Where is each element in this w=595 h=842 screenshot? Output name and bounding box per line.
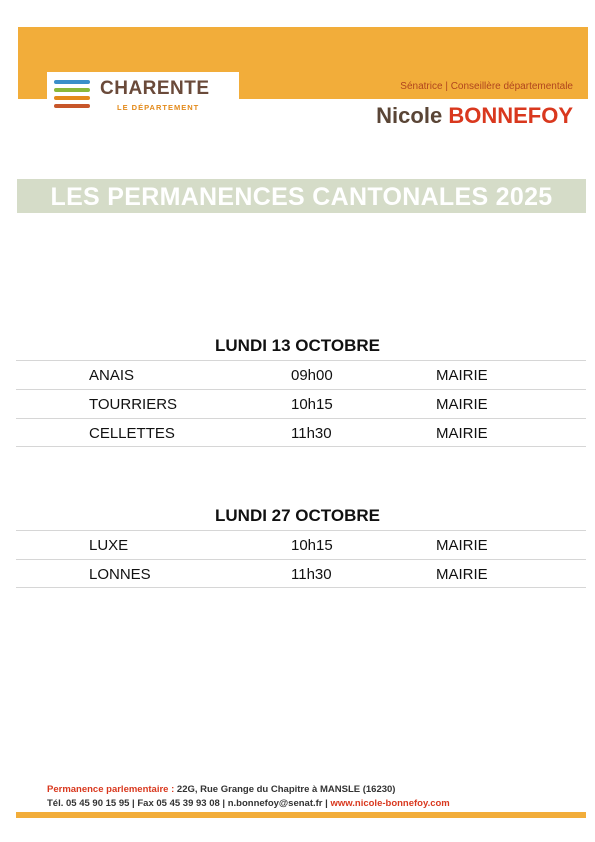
senator-first-name: Nicole	[376, 103, 443, 128]
senator-role: Sénatrice | Conseillère départementale	[400, 81, 573, 92]
row-time: 11h30	[291, 425, 332, 442]
footer-address-line	[47, 784, 395, 795]
row-venue: MAIRIE	[436, 367, 488, 384]
row-place: LONNES	[89, 566, 151, 583]
striped-logo-icon	[54, 78, 90, 112]
row-venue: MAIRIE	[436, 425, 488, 442]
logo-name: CHARENTE	[100, 78, 210, 99]
office-label: Permanence parlementaire :	[47, 784, 175, 795]
row-place: CELLETTES	[89, 425, 175, 442]
office-address: 22G, Rue Grange du Chapitre à MANSLE (16230)	[176, 784, 396, 795]
row-time: 10h15	[291, 537, 333, 554]
page-title: LES PERMANENCES CANTONALES 2025	[50, 183, 553, 211]
footer-band	[16, 812, 586, 818]
logo-subtitle: LE DÉPARTEMENT	[117, 103, 200, 112]
separator: |	[132, 798, 135, 809]
row-time: 10h15	[291, 396, 333, 413]
day-heading: LUNDI 13 OCTOBRE	[215, 336, 380, 355]
senator-name	[376, 103, 573, 129]
website-link[interactable]: www.nicole-bonnefoy.com	[330, 798, 450, 809]
schedule-row	[16, 360, 586, 389]
phone-number: Tél. 05 45 90 15 95	[47, 798, 130, 809]
footer-contact-line	[47, 798, 450, 809]
fax-number: Fax 05 45 39 93 08	[137, 798, 220, 809]
schedule-row	[16, 559, 586, 588]
day-heading: LUNDI 27 OCTOBRE	[215, 506, 380, 525]
row-place: ANAIS	[89, 367, 135, 384]
separator: |	[222, 798, 226, 809]
row-time: 09h00	[291, 367, 333, 384]
email-link[interactable]: n.bonnefoy@senat.fr	[227, 798, 323, 809]
row-place: TOURRIERS	[89, 396, 178, 413]
row-venue: MAIRIE	[436, 566, 488, 583]
schedule-row	[16, 530, 586, 559]
row-venue: MAIRIE	[436, 537, 488, 554]
row-venue: MAIRIE	[436, 396, 488, 413]
senator-last-name: BONNEFOY	[448, 103, 573, 128]
department-logo	[47, 72, 239, 118]
title-bar	[17, 179, 586, 213]
row-time: 11h30	[291, 566, 332, 583]
separator: |	[325, 798, 328, 809]
row-place: LUXE	[89, 537, 129, 554]
schedule-row	[16, 418, 586, 447]
schedule-row	[16, 389, 586, 418]
